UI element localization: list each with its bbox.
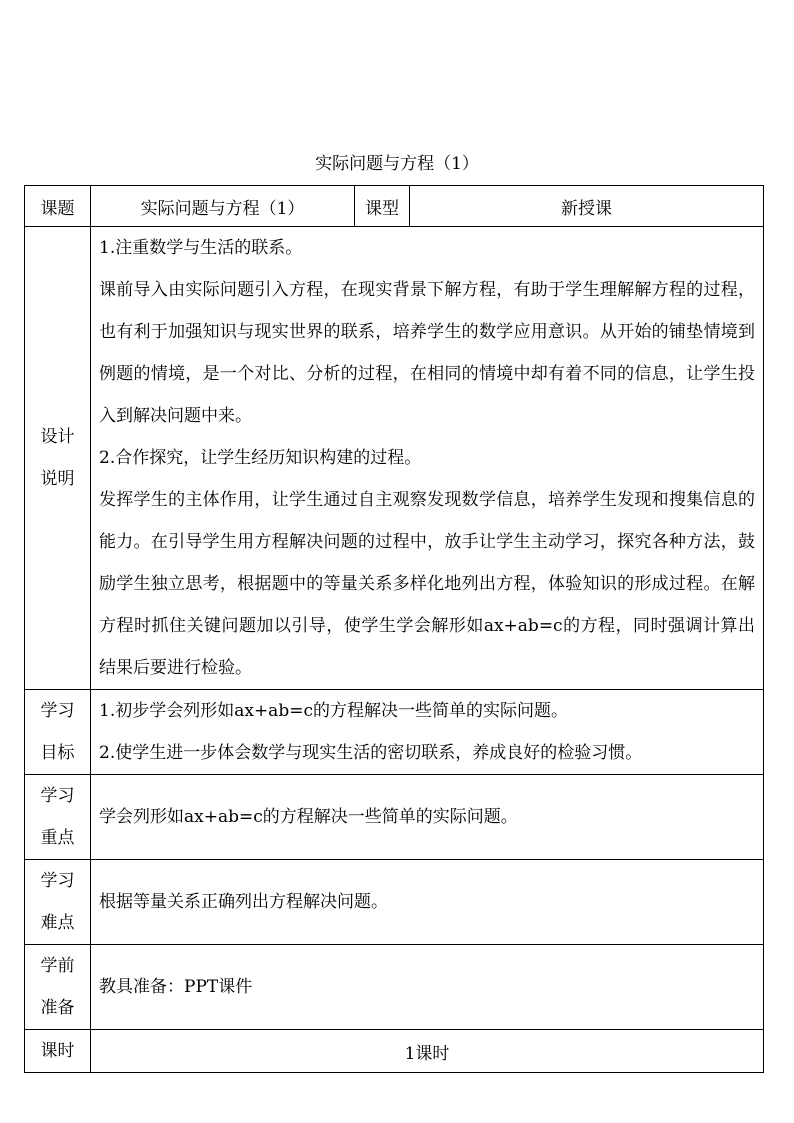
difficulties-label bbox=[25, 860, 91, 945]
goals-label-line2: 目标 bbox=[40, 743, 75, 763]
design-paragraph: 2.合作探究，让学生经历知识构建的过程。 bbox=[99, 448, 422, 468]
design-label-line2: 说明 bbox=[40, 469, 75, 489]
topic-label: 课题 bbox=[25, 186, 91, 227]
design-label bbox=[25, 227, 91, 690]
difficulties-label-line1: 学习 bbox=[40, 871, 75, 891]
design-paragraph: 课前导入由实际问题引入方程，在现实背景下解方程，有助于学生理解解方程的过程，也有利于加强知识与现实世界的联系，培养学生的数学应用意识。从开始的铺垫情境到例题的情境，是一个对比、分析的过程，在相同的情境中却有着不同的信息，让学生投入到解决问题中来。 bbox=[99, 280, 755, 426]
preparation-label bbox=[25, 945, 91, 1030]
preparation-content: 教具准备：PPT课件 bbox=[91, 945, 764, 1030]
hours-value: 1课时 bbox=[91, 1030, 764, 1073]
goals-label-line1: 学习 bbox=[40, 701, 75, 721]
goal-item: 2.使学生进一步体会数学与现实生活的密切联系，养成良好的检验习惯。 bbox=[99, 743, 643, 763]
design-paragraph: 1.注重数学与生活的联系。 bbox=[99, 238, 303, 258]
lesson-plan-table bbox=[24, 185, 764, 1073]
difficulties-content: 根据等量关系正确列出方程解决问题。 bbox=[91, 860, 764, 945]
goals-content bbox=[91, 690, 764, 775]
type-label: 课型 bbox=[355, 186, 410, 227]
preparation-label-line1: 学前 bbox=[40, 956, 75, 976]
goals-label bbox=[25, 690, 91, 775]
key-points-label bbox=[25, 775, 91, 860]
hours-row bbox=[25, 1030, 764, 1073]
key-points-label-line1: 学习 bbox=[40, 786, 75, 806]
key-points-row bbox=[25, 775, 764, 860]
difficulties-row bbox=[25, 860, 764, 945]
difficulties-label-line2: 难点 bbox=[40, 913, 75, 933]
preparation-row bbox=[25, 945, 764, 1030]
goals-row bbox=[25, 690, 764, 775]
header-row bbox=[25, 186, 764, 227]
design-label-line1: 设计 bbox=[40, 427, 75, 447]
design-paragraph: 发挥学生的主体作用，让学生通过自主观察发现数学信息，培养学生发现和搜集信息的能力。在引导学生用方程解决问题的过程中，放手让学生主动学习，探究各种方法，鼓励学生独立思考，根据题中的等量关系多样化地列出方程，体验知识的形成过程。在解方程时抓住关键问题加以引导，使学生学会解形如ax+ab=c的方程，同时强调计算出结果后要进行检验。 bbox=[99, 490, 755, 678]
topic-value: 实际问题与方程（1） bbox=[91, 186, 355, 227]
preparation-label-line2: 准备 bbox=[40, 998, 75, 1018]
design-content bbox=[91, 227, 764, 690]
key-points-label-line2: 重点 bbox=[40, 828, 75, 848]
hours-label: 课时 bbox=[25, 1030, 91, 1073]
goal-item: 1.初步学会列形如ax+ab=c的方程解决一些简单的实际问题。 bbox=[99, 701, 568, 721]
type-value: 新授课 bbox=[410, 186, 764, 227]
design-row bbox=[25, 227, 764, 690]
key-points-content: 学会列形如ax+ab=c的方程解决一些简单的实际问题。 bbox=[91, 775, 764, 860]
document-title: 实际问题与方程（1） bbox=[315, 154, 479, 174]
